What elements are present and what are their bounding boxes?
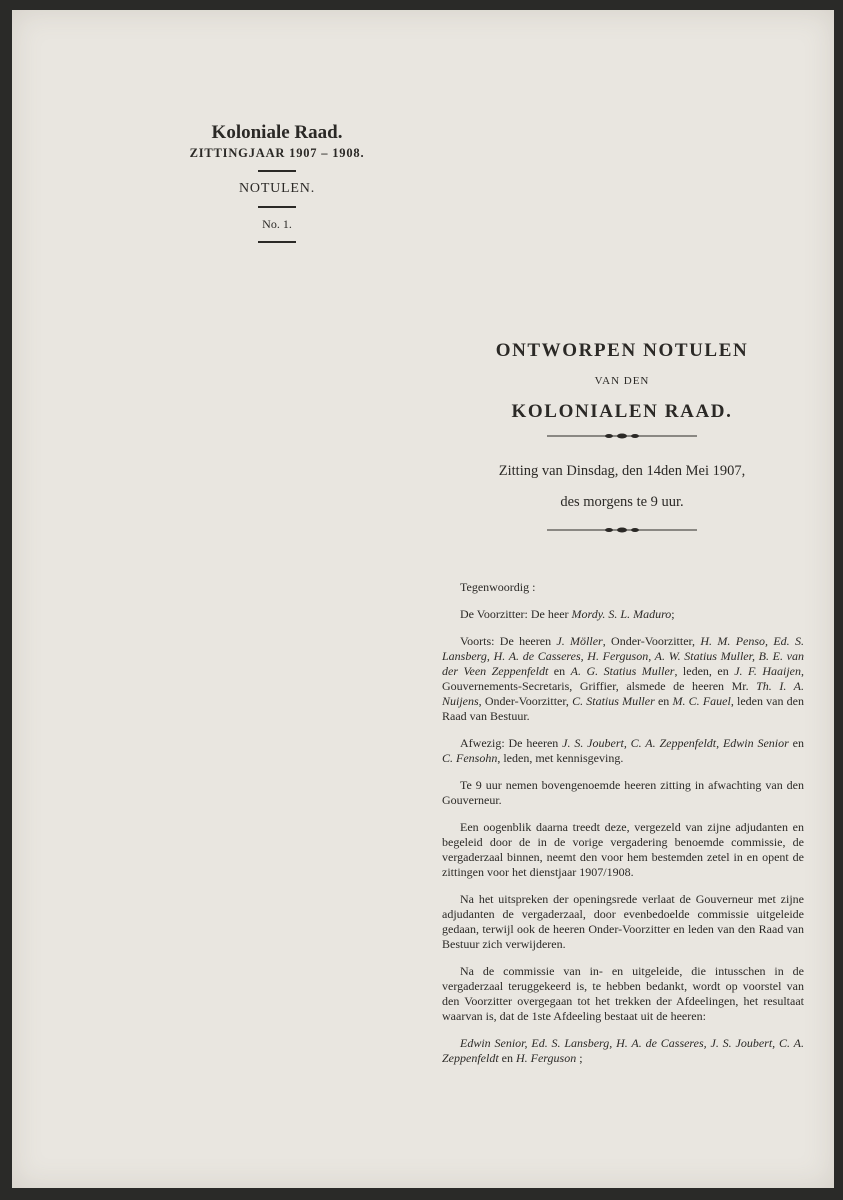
- session-year: ZITTINGJAAR 1907 – 1908.: [189, 146, 365, 160]
- main-title: ONTWORPEN NOTULEN: [495, 340, 749, 361]
- paragraph-nine: Te 9 uur nemen bovengenoemde heeren zitting in afwachting van den Gouverneur.: [442, 778, 804, 807]
- minutes-label: NOTULEN.: [239, 181, 315, 196]
- council-title: KOLONIALEN RAAD.: [511, 401, 733, 422]
- section-members: Edwin Senior, Ed. S. Lansberg, H. A. de Casseres, J. S. Joubert, C. A. Zeppenfeldt en H. Ferguson ;: [442, 1036, 804, 1065]
- document-number: No. 1.: [262, 217, 292, 231]
- document-header: [162, 122, 392, 252]
- paragraph-commission: Na de commissie van in- en uitgeleide, die intusschen in de vergaderzaal teruggekeerd is, te hebben bedankt, wordt op voorstel van den Voorzitter overgegaan tot het trekken der Afdeelingen, het resultaat waarvan is, dat de 1ste Afdeeling bestaat uit de heeren:: [442, 964, 804, 1023]
- sub-title: VAN DEN: [594, 375, 650, 387]
- council-name: Koloniale Raad.: [211, 122, 343, 143]
- minutes-body: [442, 580, 804, 1078]
- attendees-paragraph: Voorts: De heeren J. Möller, Onder-Voorzitter, H. M. Penso, Ed. S. Lansberg, H. A. de Casseres, H. Ferguson, A. W. Statius Muller, B. E. van der Veen Zeppenfeldt en A. G. Statius Muller, leden, en J. F. Haaijen, Gouvernements-Secretaris, Griffier, alsmede de heeren Mr. Th. I. A. Nuijens, Onder-Voorzitter, C. Statius Muller en M. C. Fauel, leden van den Raad van Bestuur.: [442, 634, 804, 723]
- header-divider: [258, 170, 296, 172]
- chair-name: Mordy. S. L. Maduro: [571, 607, 672, 621]
- ornament-divider: [547, 525, 697, 535]
- chair-paragraph: De Voorzitter: De heer Mordy. S. L. Maduro;: [460, 607, 675, 621]
- paragraph-speech: Na het uitspreken der openingsrede verlaat de Gouverneur met zijne adjudanten de vergaderzaal, door evenbedoelde commissie uitgeleide gedaan, terwijl ook de heeren Onder-Voorzitter en leden van den Raad van Bestuur zich verwijderen.: [442, 892, 804, 951]
- present-label: Tegenwoordig :: [460, 580, 536, 594]
- absent-paragraph: Afwezig: De heeren J. S. Joubert, C. A. Zeppenfeldt, Edwin Senior en C. Fensohn, leden, met kennisgeving.: [442, 736, 804, 765]
- header-divider: [258, 206, 296, 208]
- session-time: des morgens te 9 uur.: [560, 494, 684, 510]
- session-date: Zitting van Dinsdag, den 14den Mei 1907,: [498, 463, 746, 479]
- title-block: [442, 340, 802, 535]
- paragraph-moment: Een oogenblik daarna treedt deze, vergezeld van zijne adjudanten en begeleid door de in de vorige vergadering benoemde commissie, de vergaderzaal binnen, neemt den voor hem bestemden zetel in en opent de zittingen voor het dienstjaar 1907/1908.: [442, 820, 804, 879]
- ornament-divider: [547, 431, 697, 441]
- document-page: [12, 10, 834, 1188]
- header-divider: [258, 241, 296, 243]
